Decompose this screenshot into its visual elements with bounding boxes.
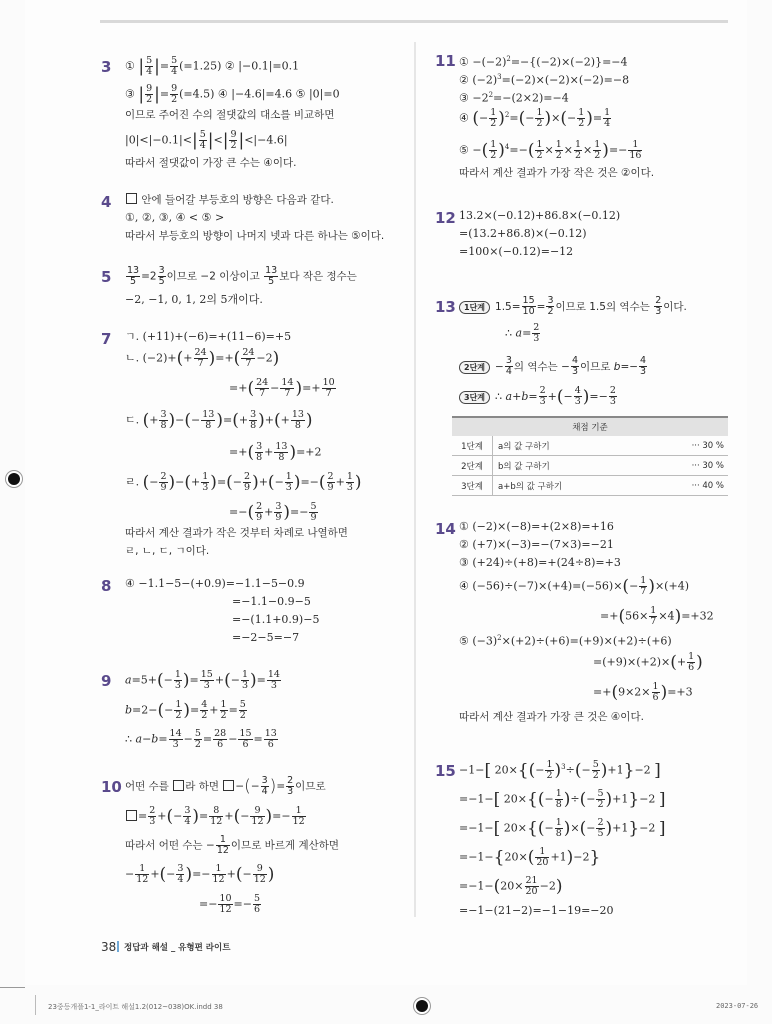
fraction: $\frac{5}{6}$: [253, 893, 261, 915]
step-badge: 1단계: [459, 301, 490, 314]
fraction: $\frac{5}{4}$: [171, 55, 178, 77]
grading-table: [452, 416, 728, 496]
solution-line: − $\frac{1}{12}$ +(− $\frac{3}{4}$ )=− $\frac{1}{12}$ +(− $\frac{9}{12}$ ): [125, 863, 275, 885]
fraction: $\frac{1}{7}$: [640, 575, 647, 597]
fraction: $\frac{1}{6}$: [652, 681, 659, 703]
blank-box: [126, 193, 137, 204]
solution-line: 따라서 계산 결과가 가장 큰 것은 ④이다.: [459, 711, 644, 723]
problem-number: 4: [101, 193, 112, 211]
fraction: $\frac{24}{7}$: [256, 377, 269, 399]
problem-number: 7: [101, 330, 112, 348]
desc-cell: a의 값 구하기: [493, 436, 647, 456]
solution-line: ③ (+24)÷(+8)=+(24÷8)=+3: [459, 556, 621, 569]
fraction: $\frac{1}{12}$: [212, 863, 225, 885]
solution-line: ㄹ, ㄴ, ㄷ, ㄱ이다.: [125, 545, 210, 557]
solution-line: ㄴ. (−2)+(+ $\frac{24}{7}$ )=+( $\frac{24}{7}$ −2): [125, 347, 280, 369]
fraction: $\frac{1}{2}$: [574, 139, 582, 162]
fraction: $\frac{13}{6}$: [264, 728, 277, 750]
solution-line: 따라서 계산 결과가 가장 작은 것은 ②이다.: [459, 167, 655, 179]
fraction: $\frac{1}{2}$: [536, 107, 543, 130]
table-row: [452, 476, 728, 496]
solution-line: 이므로 주어진 수의 절댓값의 대소를 비교하면: [125, 109, 335, 121]
solution-line: =−1−[ 20×{(− $\frac{1}{8}$ )÷(− $\frac{5}{2}$ )+1}−2 ]: [459, 788, 666, 810]
solution-line: 따라서 계산 결과가 작은 것부터 차례로 나열하면: [125, 527, 348, 539]
step-text: − $\frac{3}{4}$ 의 역수는 − $\frac{4}{3}$ 이므로 b=− $\frac{4}{3}$: [495, 355, 647, 377]
fraction: $\frac{14}{3}$: [169, 728, 182, 750]
fraction: $\frac{13}{8}$: [202, 409, 215, 431]
solution-line: =−(1.1+0.9)−5: [232, 613, 320, 626]
solution-line: ①, ②, ③, ④ < ⑤ >: [125, 211, 225, 224]
fraction: $\frac{24}{7}$: [194, 347, 207, 369]
fraction: $\frac{13}{5}$: [265, 265, 278, 287]
fraction: $\frac{1}{4}$: [604, 107, 611, 130]
solution-line: [459, 296, 687, 317]
fraction: $\frac{2}{3}$: [609, 385, 616, 407]
solution-line: 따라서 부등호의 방향이 나머지 넷과 다른 하나는 ⑤이다.: [125, 230, 385, 242]
solution-line: =−1−[ 20×{(− $\frac{1}{8}$ )×(− $\frac{2}{5}$ )+1}−2 ]: [459, 817, 666, 839]
solution-line: b=2−(− $\frac{1}{2}$ )= $\frac{4}{2}$ + $\frac{1}{2}$ = $\frac{5}{2}$: [125, 699, 246, 721]
points-cell: ··· 40 %: [647, 476, 729, 496]
fraction: $\frac{1}{2}$: [555, 139, 562, 162]
blank-box: [223, 780, 234, 791]
solution-line: =−1−(20× $\frac{21}{20}$ −2): [459, 875, 563, 897]
fraction: $\frac{9}{12}$: [251, 805, 264, 827]
fraction: $\frac{2}{3}$: [655, 295, 662, 317]
solution-line: ⑤ −( $\frac{1}{2}$ )$^4$=−( $\frac{1}{2}$ × $\frac{1}{2}$ × $\frac{1}{2}$ × $\frac{1}{2}$ )=− $\frac{1}{16}$: [459, 139, 642, 162]
solution-line: $\frac{13}{5}$ =2 $\frac{3}{5}$ 이므로 −2 이상이고 $\frac{13}{5}$ 보다 작은 정수는: [127, 265, 357, 287]
problem-number: 8: [101, 577, 112, 595]
fraction: $\frac{2}{5}$: [597, 817, 604, 839]
solution-line: ∴ a= $\frac{2}{3}$: [505, 322, 540, 344]
solution-line: =(+9)×(+2)×(+ $\frac{1}{6}$ ): [593, 651, 703, 673]
solution-line: [459, 356, 648, 377]
fraction: $\frac{9}{12}$: [253, 863, 266, 885]
slug-filename: 23중등개플1-1_라이트 해설1.2(012~038)OK.indd 38: [48, 1003, 223, 1011]
fraction: $\frac{1}{3}$: [174, 669, 181, 691]
fraction: $\frac{5}{4}$: [199, 129, 206, 151]
solution-line: =+(9×2× $\frac{1}{6}$ )=+3: [593, 681, 693, 703]
points-cell: ··· 30 %: [647, 456, 729, 476]
page-number: 38: [101, 940, 117, 954]
solution-line: ㄱ. (+11)+(−6)=+(11−6)=+5: [125, 330, 292, 343]
solution-line: =− $\frac{10}{12}$ =− $\frac{5}{6}$: [199, 893, 261, 915]
fraction: $\frac{2}{3}$: [287, 775, 294, 797]
fraction: $\frac{1}{8}$: [555, 817, 562, 839]
solution-line: a=5+(− $\frac{1}{3}$ )= $\frac{15}{3}$ +(− $\frac{1}{3}$ )= $\frac{14}{3}$: [125, 669, 280, 691]
fraction: $\frac{13}{8}$: [291, 409, 304, 431]
fraction: $\frac{3}{9}$: [275, 501, 282, 523]
points-cell: ··· 30 %: [647, 436, 729, 456]
grading-table-title: 채점 기준: [452, 417, 728, 436]
step-text: ∴ a+b= $\frac{2}{3}$ +(− $\frac{4}{3}$ )=− $\frac{2}{3}$: [495, 385, 616, 407]
table-row: [452, 456, 728, 476]
solution-line: ① | $\frac{5}{4}$ |= $\frac{5}{4}$ (=1.25) ② |−0.1|=0.1: [125, 55, 300, 77]
problem-number: 5: [101, 268, 112, 286]
fraction: $\frac{3}{8}$: [250, 409, 257, 431]
solution-line: =−1−{20×( $\frac{1}{20}$ +1)−2}: [459, 846, 601, 868]
problem-number: 14: [435, 520, 456, 538]
crop-mark: [35, 995, 36, 1015]
fraction: $\frac{3}{5}$: [158, 265, 165, 287]
column-divider: [414, 42, 416, 917]
fraction: $\frac{28}{6}$: [214, 728, 227, 750]
fraction: $\frac{15}{10}$: [522, 295, 535, 317]
solution-line: ③ | $\frac{9}{2}$ |= $\frac{9}{2}$ (=4.5) ④ |−4.6|=4.6 ⑤ |0|=0: [125, 83, 340, 105]
solution-line: ⑤ $(-3)^2\times(+2)\div(+6)=(+9)\times(+2)\div(+6)$: [459, 634, 672, 648]
step-cell: 2단계: [452, 456, 493, 476]
fraction: $\frac{9}{2}$: [230, 129, 237, 151]
solution-line: [459, 386, 618, 407]
fraction: $\frac{15}{3}$: [200, 669, 213, 691]
solution-line: ∴ a−b= $\frac{14}{3}$ − $\frac{5}{2}$ = $\frac{28}{6}$ − $\frac{15}{6}$ = $\frac{13}{6}$: [125, 728, 277, 750]
fraction: $\frac{8}{12}$: [210, 805, 223, 827]
fraction: $\frac{1}{2}$: [220, 699, 227, 721]
solution-line: =−1.1−0.9−5: [232, 595, 311, 608]
fraction: $\frac{1}{12}$: [292, 805, 305, 827]
solution-line: ㄹ. (− $\frac{2}{9}$ )−(+ $\frac{1}{3}$ )=(− $\frac{2}{9}$ )+(− $\frac{1}{3}$ )=−( $\frac{2}{9}$ + $\frac{1}{3}$ ): [125, 471, 362, 493]
fraction: $\frac{1}{2}$: [536, 139, 543, 162]
footer-divider: [117, 941, 119, 952]
fraction: $\frac{1}{3}$: [202, 471, 209, 493]
fraction: $\frac{3}{4}$: [505, 355, 512, 377]
step-text: 1.5= $\frac{15}{10}$ = $\frac{3}{2}$ 이므로 1.5의 역수는 $\frac{2}{3}$ 이다.: [495, 295, 687, 317]
solution-line: 따라서 어떤 수는 − $\frac{1}{12}$ 이므로 바르게 계산하면: [125, 834, 340, 856]
problem-number: 12: [435, 209, 456, 227]
problem-number: 10: [101, 778, 122, 796]
fraction: $\frac{9}{2}$: [171, 83, 178, 105]
fraction: $\frac{13}{5}$: [127, 265, 140, 287]
fraction: $\frac{1}{2}$: [175, 699, 182, 721]
fraction: $\frac{21}{20}$: [525, 875, 538, 897]
problem-number: 3: [101, 58, 112, 76]
solution-line: 안에 들어갈 부등호의 방향은 다음과 같다.: [125, 193, 334, 207]
fraction: $\frac{1}{3}$: [241, 669, 248, 691]
fraction: $\frac{1}{2}$: [594, 139, 601, 162]
fraction: $\frac{15}{6}$: [239, 728, 252, 750]
fraction: $\frac{14}{7}$: [281, 377, 294, 399]
crop-mark: [0, 987, 25, 988]
fraction: $\frac{2}{9}$: [160, 471, 167, 493]
fraction: $\frac{9}{2}$: [146, 83, 153, 105]
fraction: $\frac{13}{8}$: [275, 441, 288, 463]
table-row: [452, 436, 728, 456]
desc-cell: b의 값 구하기: [493, 456, 647, 476]
problem-number: 15: [435, 762, 456, 780]
problem-number: 13: [435, 298, 456, 316]
blank-box: [173, 780, 184, 791]
solution-line: =−2−5=−7: [232, 631, 300, 644]
solution-line: =+( $\frac{24}{7}$ − $\frac{14}{7}$ )=+ $\frac{10}{7}$: [229, 377, 335, 399]
solution-line: =−( $\frac{2}{9}$ + $\frac{3}{9}$ )=− $\frac{5}{9}$: [229, 501, 317, 523]
fraction: $\frac{1}{2}$: [546, 759, 553, 782]
solution-line: =−1−(21−2)=−1−19=−20: [459, 904, 614, 917]
fraction: $\frac{5}{2}$: [592, 759, 599, 782]
fraction: $\frac{2}{9}$: [327, 471, 334, 493]
blank-box: [126, 810, 137, 821]
fraction: $\frac{10}{12}$: [219, 893, 232, 915]
solution-line: ④ (− $\frac{1}{2}$ )$^2$=(− $\frac{1}{2}$ )×(− $\frac{1}{2}$ )= $\frac{1}{4}$: [459, 107, 611, 130]
fraction: $\frac{4}{3}$: [574, 385, 581, 407]
fraction: $\frac{2}{9}$: [244, 471, 251, 493]
fraction: $\frac{1}{7}$: [650, 605, 657, 627]
fraction: $\frac{1}{2}$: [490, 107, 497, 130]
fraction: $\frac{3}{8}$: [256, 441, 263, 463]
solution-line: |0|<|−0.1|<| $\frac{5}{4}$ |<| $\frac{9}{2}$ |<|−4.6|: [125, 129, 288, 151]
problem-number: 11: [435, 52, 456, 70]
solution-line: =100×(−0.12)=−12: [459, 245, 574, 258]
fraction: $\frac{2}{9}$: [256, 501, 263, 523]
fraction: $\frac{1}{3}$: [346, 471, 353, 493]
step-badge: 3단계: [459, 391, 490, 404]
fraction: $\frac{1}{12}$: [216, 834, 229, 856]
solution-line: =+(56× $\frac{1}{7}$ ×4)=+32: [600, 605, 714, 627]
fraction: $\frac{3}{4}$: [177, 863, 184, 885]
problem-number: 9: [101, 672, 112, 690]
top-rule: [100, 20, 728, 23]
fraction: $\frac{3}{8}$: [160, 409, 167, 431]
registration-mark-icon: [416, 1000, 428, 1012]
fraction: $\frac{2}{3}$: [533, 322, 540, 344]
fraction: $\frac{1}{3}$: [285, 471, 292, 493]
step-badge: 2단계: [459, 361, 490, 374]
slug-date: 2023-07-26: [716, 1002, 759, 1010]
solution-line: ② $(-2)^3=(-2)\times(-2)\times(-2)=-8$: [459, 73, 630, 87]
fraction: $\frac{1}{12}$: [136, 863, 149, 885]
desc-cell: a+b의 값 구하기: [493, 476, 647, 496]
solution-line: ① (−2)×(−8)=+(2×8)=+16: [459, 520, 614, 533]
fraction: $\frac{1}{8}$: [555, 788, 562, 810]
solution-line: = $\frac{2}{3}$ +(− $\frac{3}{4}$ )= $\frac{8}{12}$ +(− $\frac{9}{12}$ )=− $\frac{1}{12}$: [125, 806, 307, 827]
solution-line: 따라서 절댓값이 가장 큰 수는 ④이다.: [125, 157, 297, 169]
fraction: $\frac{3}{4}$: [184, 805, 191, 827]
fraction: $\frac{10}{7}$: [322, 377, 335, 399]
registration-mark-icon: [8, 473, 20, 485]
fraction: $\frac{5}{9}$: [310, 501, 317, 523]
footer-title: 정답과 해설 _ 유형편 라이트: [124, 943, 231, 953]
solution-line: =(13.2+86.8)×(−0.12): [459, 227, 587, 240]
step-cell: 1단계: [452, 436, 493, 456]
solution-line: 13.2×(−0.12)+86.8×(−0.12): [459, 209, 621, 222]
fraction: $\frac{5}{2}$: [239, 699, 246, 721]
solution-line: =+( $\frac{3}{8}$ + $\frac{13}{8}$ )=+2: [229, 441, 322, 463]
fraction: $\frac{5}{4}$: [146, 55, 153, 77]
solution-line: −1−[ 20×{(− $\frac{1}{2}$ )$^3$÷(− $\frac{5}{2}$ )+1}−2 ]: [459, 759, 661, 782]
fraction: $\frac{1}{16}$: [629, 139, 642, 162]
solution-line: ④ −1.1−5−(+0.9)=−1.1−5−0.9: [125, 577, 305, 590]
fraction: $\frac{3}{2}$: [547, 295, 554, 317]
fraction: $\frac{24}{7}$: [242, 347, 255, 369]
solution-line: ㄷ. (+ $\frac{3}{8}$ )−(− $\frac{13}{8}$ )=(+ $\frac{3}{8}$ )+(+ $\frac{13}{8}$ ): [125, 409, 313, 431]
fraction: $\frac{14}{3}$: [267, 669, 280, 691]
solution-line: ① $-(-2)^2=-\{(-2)\times(-2)\}=-4$: [459, 55, 628, 69]
fraction: $\frac{1}{6}$: [688, 651, 695, 673]
fraction: $\frac{1}{2}$: [578, 107, 585, 130]
solution-line: ④ (−56)÷(−7)×(+4)=(−56)×(− $\frac{1}{7}$ )×(+4): [459, 575, 689, 597]
fraction: $\frac{4}{2}$: [201, 699, 208, 721]
fraction: $\frac{2}{3}$: [539, 385, 546, 407]
fraction: $\frac{1}{20}$: [536, 846, 549, 868]
fraction: $\frac{4}{3}$: [640, 355, 647, 377]
fraction: $\frac{3}{4}$: [261, 775, 268, 797]
fraction: $\frac{1}{2}$: [490, 139, 497, 162]
solution-line: ② (+7)×(−3)=−(7×3)=−21: [459, 538, 614, 551]
fraction: $\frac{5}{2}$: [597, 788, 604, 810]
step-cell: 3단계: [452, 476, 493, 496]
fraction: $\frac{2}{3}$: [149, 805, 156, 827]
solution-line: −2, −1, 0, 1, 2의 5개이다.: [125, 293, 263, 306]
solution-line: ③ $-2^2=-(2\times 2)=-4$: [459, 91, 569, 105]
fraction: $\frac{4}{3}$: [571, 355, 578, 377]
fraction: $\frac{5}{2}$: [194, 728, 201, 750]
solution-line: 어떤 수를 라 하면 −(− $\frac{3}{4}$ )= $\frac{2}{3}$ 이므로: [125, 775, 326, 797]
